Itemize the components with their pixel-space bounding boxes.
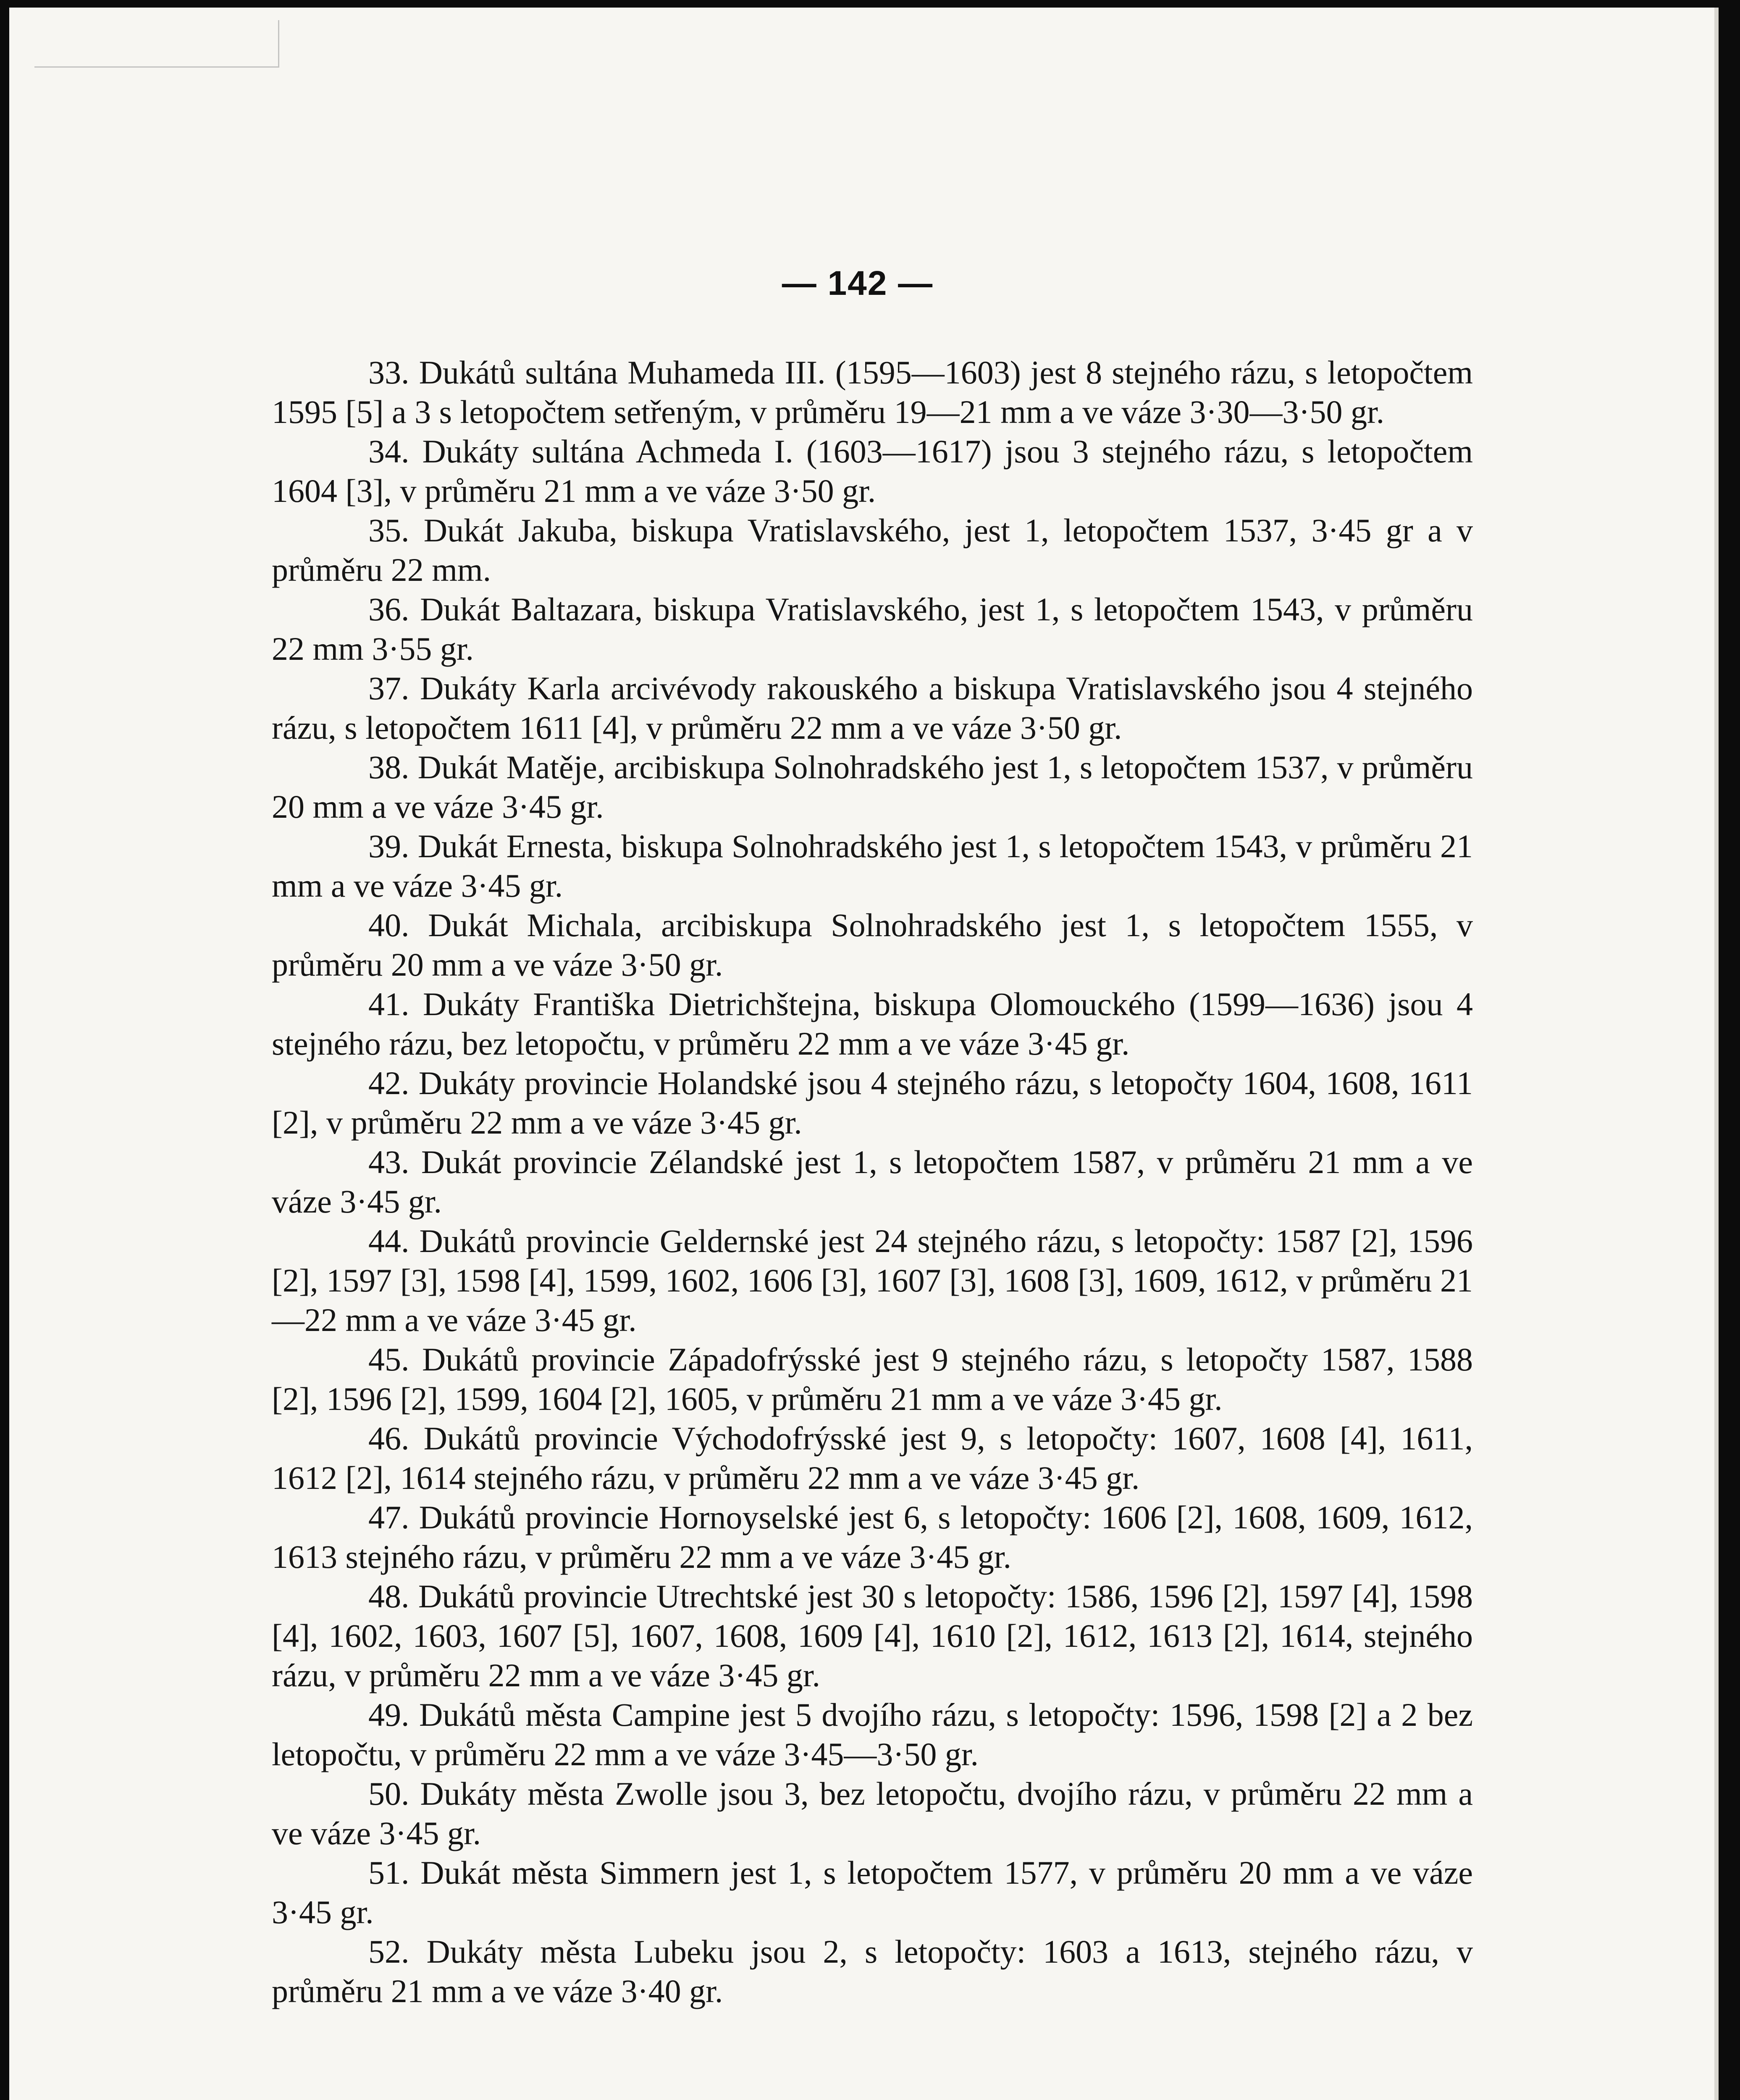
catalog-entry: 36. Dukát Baltazara, biskupa Vratislavského, jest 1, s letopočtem 1543, v průměru 22 mm 3·55 gr. — [272, 591, 1473, 667]
catalog-entry: 44. Dukátů provincie Geldernské jest 24 stejného rázu, s letopočty: 1587 [2], 1596 [2], 1597 [3], 1598 [4], 1599, 1602, 1606 [3], 1607 [3], 1608 [3], 1609, 1612, v průměru 21—22 mm a ve váze 3·45 gr. — [272, 1223, 1473, 1338]
catalog-entry: 52. Dukáty města Lubeku jsou 2, s letopočty: 1603 a 1613, stejného rázu, v průměru 21 mm a ve váze 3·40 gr. — [272, 1933, 1473, 2009]
catalog-entry: 48. Dukátů provincie Utrechtské jest 30 s letopočty: 1586, 1596 [2], 1597 [4], 1598 [4], 1602, 1603, 1607 [5], 1607, 1608, 1609 [4], 1610 [2], 1612, 1613 [2], 1614, stejného rázu, v průměru 22 mm a ve váze 3·45 gr. — [272, 1578, 1473, 1693]
catalog-entry: 39. Dukát Ernesta, biskupa Solnohradského jest 1, s letopočtem 1543, v průměru 21 mm a ve váze 3·45 gr. — [272, 828, 1473, 904]
catalog-entry: 42. Dukáty provincie Holandské jsou 4 stejného rázu, s letopočty 1604, 1608, 1611 [2], v průměru 22 mm a ve váze 3·45 gr. — [272, 1065, 1473, 1141]
catalog-entry: 50. Dukáty města Zwolle jsou 3, bez letopočtu, dvojího rázu, v průměru 22 mm a ve váze 3·45 gr. — [272, 1775, 1473, 1851]
catalog-entry: 33. Dukátů sultána Muhameda III. (1595—1603) jest 8 stejného rázu, s letopočtem 1595 [5] a 3 s letopočtem setřeným, v průměru 19—21 mm a ve váze 3·30—3·50 gr. — [272, 354, 1473, 430]
book-page — [9, 8, 1719, 2100]
catalog-entry: 47. Dukátů provincie Hornoyselské jest 6, s letopočty: 1606 [2], 1608, 1609, 1612, 1613 stejného rázu, v průměru 22 mm a ve váze 3·45 gr. — [272, 1499, 1473, 1575]
catalog-entry: 41. Dukáty Františka Dietrichštejna, biskupa Olomouckého (1599—1636) jsou 4 stejného rázu, bez letopočtu, v průměru 22 mm a ve váze 3·45 gr. — [272, 986, 1473, 1062]
corner-stamp-mark — [34, 20, 279, 68]
catalog-entry: 45. Dukátů provincie Západofrýsské jest 9 stejného rázu, s letopočty 1587, 1588 [2], 1596 [2], 1599, 1604 [2], 1605, v průměru 21 mm a ve váze 3·45 gr. — [272, 1341, 1473, 1417]
catalog-text — [272, 353, 1473, 2011]
catalog-entry: 51. Dukát města Simmern jest 1, s letopočtem 1577, v průměru 20 mm a ve váze 3·45 gr. — [272, 1854, 1473, 1930]
catalog-entry: 40. Dukát Michala, arcibiskupa Solnohradského jest 1, s letopočtem 1555, v průměru 20 mm a ve váze 3·50 gr. — [272, 907, 1473, 983]
catalog-entry: 49. Dukátů města Campine jest 5 dvojího rázu, s letopočty: 1596, 1598 [2] a 2 bez letopočtu, v průměru 22 mm a ve váze 3·45—3·50 gr. — [272, 1696, 1473, 1772]
catalog-entry: 37. Dukáty Karla arcivévody rakouského a biskupa Vratislavského jsou 4 stejného rázu, s letopočtem 1611 [4], v průměru 22 mm a ve váze 3·50 gr. — [272, 670, 1473, 746]
catalog-entry: 38. Dukát Matěje, arcibiskupa Solnohradského jest 1, s letopočtem 1537, v průměru 20 mm a ve váze 3·45 gr. — [272, 749, 1473, 825]
catalog-entry: 34. Dukáty sultána Achmeda I. (1603—1617) jsou 3 stejného rázu, s letopočtem 1604 [3], v průměru 21 mm a ve váze 3·50 gr. — [272, 433, 1473, 509]
page-number: — 142 — — [782, 264, 934, 302]
catalog-entry: 35. Dukát Jakuba, biskupa Vratislavského, jest 1, letopočtem 1537, 3·45 gr a v průměru 22 mm. — [272, 512, 1473, 588]
catalog-entry: 43. Dukát provincie Zélandské jest 1, s letopočtem 1587, v průměru 21 mm a ve váze 3·45 gr. — [272, 1144, 1473, 1220]
catalog-entry: 46. Dukátů provincie Východofrýsské jest 9, s letopočty: 1607, 1608 [4], 1611, 1612 [2], 1614 stejného rázu, v průměru 22 mm a ve váze 3·45 gr. — [272, 1420, 1473, 1496]
